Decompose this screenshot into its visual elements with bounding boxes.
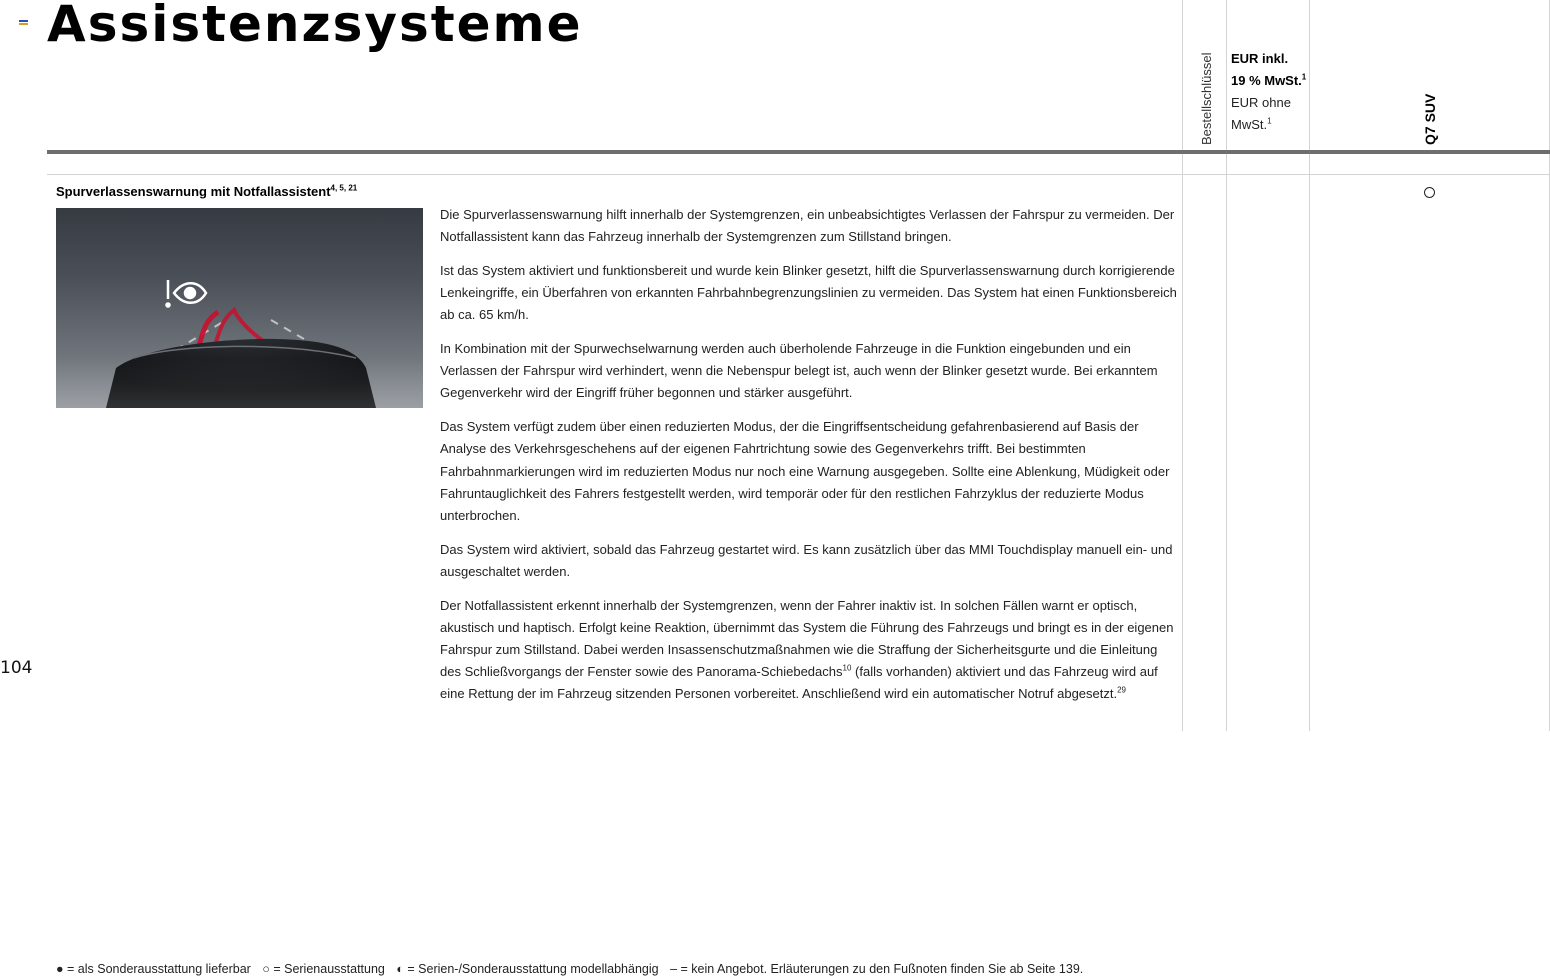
- lane-warning-eye-icon: [167, 280, 207, 307]
- footnote-ref: 4, 5, 21: [330, 183, 358, 193]
- paragraph-emergency: [440, 595, 1178, 706]
- section-description: [440, 204, 1178, 717]
- open-circle-icon: [1424, 187, 1435, 198]
- price-gross-line1: EUR inkl.: [1231, 51, 1289, 66]
- page-number: 104: [0, 658, 33, 678]
- order-key-header: Bestellschlüssel: [1199, 52, 1214, 145]
- paragraph-part: Der Notfallassistent erkennt innerhalb der Systemgrenzen, wenn der Fahrer inaktiv ist. In solchen Fällen warnt er optisch, akustisch und haptisch. Erfolgt keine Reaktion, übernimmt das System die Führung des Fahrzeugs und bringt es in der eigenen Fahrspur zum Stillstand. Dabei werden Insassenschutzmaßnahmen wie die Straffung der Sicherheitsgurte und die Einleitung des Schließvorgangs der Fenster sowie des Panorama-Schiebedachs: [440, 597, 1174, 680]
- footnote-ref: 1: [1267, 116, 1272, 126]
- section-title: [56, 184, 357, 199]
- footnote-ref: 10: [842, 663, 852, 673]
- column-divider: [1226, 0, 1227, 731]
- paragraph: Ist das System aktiviert und funktionsbereit und wurde kein Blinker gesetzt, hilft die Spurverlassenswarnung durch korrigierende Lenkeingriffe, ein Überfahren von erkannten Fahrbahnbegrenzungslinien zu vermeiden. Das System hat einen Funktionsbereich ab ca. 65 km/h.: [440, 262, 1177, 323]
- legend: [56, 962, 1091, 976]
- price-net-line2: MwSt.: [1231, 117, 1268, 132]
- footnote-ref: 1: [1301, 72, 1307, 82]
- flag-icon: [19, 20, 28, 27]
- model-column-header: Q7 SUV: [1422, 93, 1438, 145]
- price-gross-line2: 19 % MwSt.: [1231, 73, 1302, 88]
- price-header: [1231, 48, 1311, 136]
- legend-standard: ○ = Serienausstattung: [262, 962, 385, 976]
- price-net-line1: EUR ohne: [1231, 95, 1291, 110]
- paragraph: Die Spurverlassenswarnung hilft innerhalb der Systemgrenzen, ein unbeabsichtigtes Verlassen der Fahrspur zu vermeiden. Der Notfallassistent kann das Fahrzeug innerhalb der Systemgrenzen zum Stillstand bringen.: [440, 207, 1175, 245]
- paragraph: Das System wird aktiviert, sobald das Fahrzeug gestartet wird. Es kann zusätzlich über das MMI Touchdisplay manuell ein- und ausgeschaltet werden.: [440, 541, 1173, 579]
- lane-assist-illustration: [56, 208, 423, 408]
- footnote-ref: 29: [1117, 686, 1126, 696]
- legend-model-dependent: ◐ = Serien-/Sonderausstattung modellabhängig: [396, 962, 659, 976]
- legend-optional: ● = als Sonderausstattung lieferbar: [56, 962, 251, 976]
- row-divider: [47, 174, 1550, 175]
- page-title: Assistenzsysteme: [47, 0, 583, 53]
- paragraph: In Kombination mit der Spurwechselwarnung werden auch überholende Fahrzeuge in die Funktion eingebunden und ein Verlassen der Fahrspur wird verhindert, wenn die Nebenspur belegt ist, auch wenn der Blinker gesetzt wurde. Bei erkanntem Gegenverkehr wird der Eingriff früher begonnen und stärker ausgeführt.: [440, 341, 1158, 401]
- column-divider: [1182, 0, 1183, 731]
- legend-none: – = kein Angebot. Erläuterungen zu den Fußnoten finden Sie ab Seite 139.: [670, 962, 1084, 976]
- section-title-text: Spurverlassenswarnung mit Notfallassistent: [56, 184, 331, 199]
- paragraph-part: (falls vorhanden) aktiviert und das Fahrzeug wird auf eine Rettung der im Fahrzeug sitzenden Personen vorbereitet. Anschließend wird ein automatischer Notruf abgesetzt.: [440, 664, 1158, 702]
- paragraph: Das System verfügt zudem über einen reduzierten Modus, der die Eingriffsentscheidung gefahrenbasierend auf Basis der Analyse des Verkehrsgeschehens auf der eigenen Fahrtrichtung sowie des Gegenverkehrs trifft. Bei bestimmten Fahrbahnmarkierungen wird im reduzierten Modus nur noch eine Warnung ausgegeben. Sollte eine Ablenkung, Müdigkeit oder Fahruntauglichkeit des Fahrers festgestellt werden, wird temporär oder für den restlichen Fahrzyklus der reduzierte Modus unterbrochen.: [440, 419, 1170, 523]
- header-rule: [47, 150, 1550, 154]
